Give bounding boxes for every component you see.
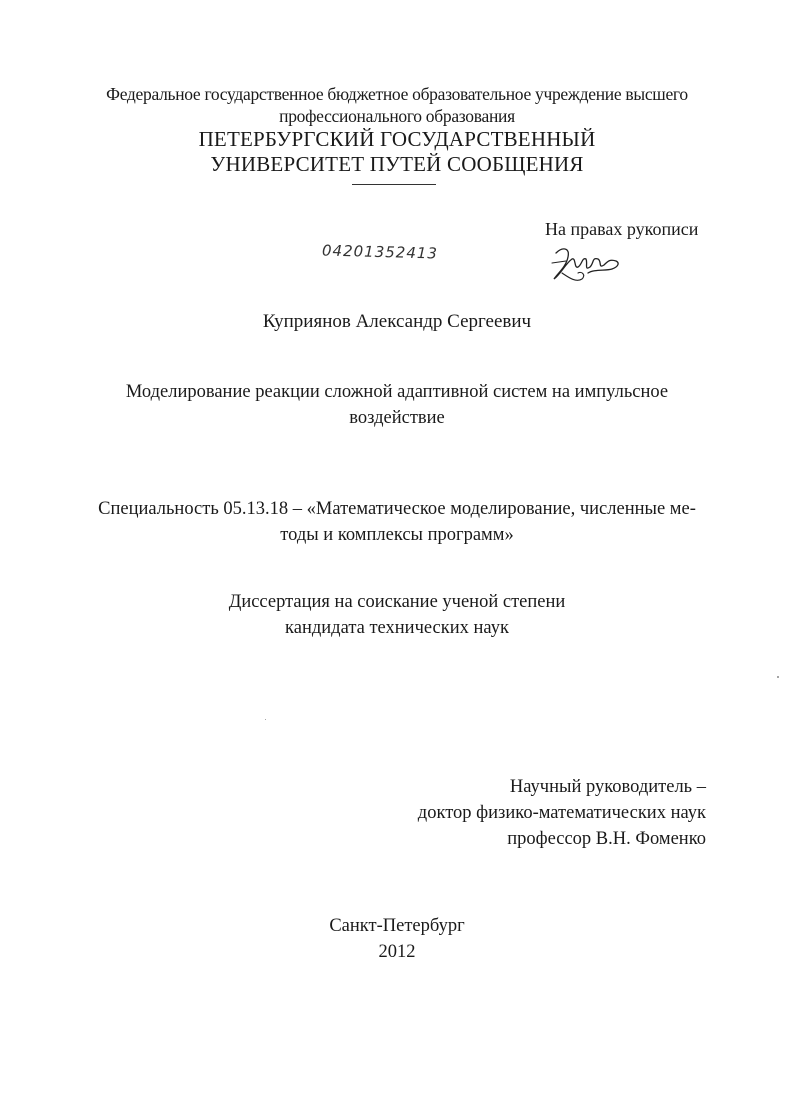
org-line-2: профессионального образования: [279, 106, 515, 126]
registration-number: 04201352413: [321, 241, 439, 263]
place-and-year: [0, 913, 794, 965]
supervisor-line-3: профессор В.Н. Фоменко: [507, 829, 706, 849]
year: 2012: [378, 942, 416, 962]
city: Санкт-Петербург: [329, 916, 465, 936]
org-line-1: Федеральное государственное бюджетное образовательное учреждение высшего: [106, 84, 688, 104]
degree-statement: [0, 589, 794, 641]
scan-speck: [265, 719, 266, 720]
manuscript-rights: На правах рукописи: [545, 219, 699, 239]
uni-line-2: УНИВЕРСИТЕТ ПУТЕЙ СООБЩЕНИЯ: [210, 152, 584, 176]
supervisor-block: [418, 774, 706, 852]
specialty-line-2: тоды и комплексы программ»: [280, 525, 514, 545]
handwritten-signature: [548, 243, 628, 287]
title-line-2: воздействие: [349, 408, 445, 428]
degree-line-2: кандидата технических наук: [285, 618, 509, 638]
supervisor-line-1: Научный руководитель –: [509, 777, 706, 797]
degree-line-1: Диссертация на соискание ученой степени: [228, 592, 566, 612]
header-divider: [352, 184, 436, 185]
specialty: [0, 496, 794, 548]
author-name: Куприянов Александр Сергеевич: [262, 311, 532, 332]
organization-name: [0, 83, 794, 127]
title-line-1: Моделирование реакции сложной адаптивной систем на импульсное: [125, 382, 669, 402]
scan-speck: [777, 676, 779, 678]
specialty-line-1: Специальность 05.13.18 – «Математическое моделирование, численные ме-: [98, 499, 696, 519]
supervisor-line-2: доктор физико-математических наук: [417, 803, 706, 823]
dissertation-title: [0, 379, 794, 431]
university-name: [0, 127, 794, 177]
uni-line-1: ПЕТЕРБУРГСКИЙ ГОСУДАРСТВЕННЫЙ: [198, 127, 596, 151]
